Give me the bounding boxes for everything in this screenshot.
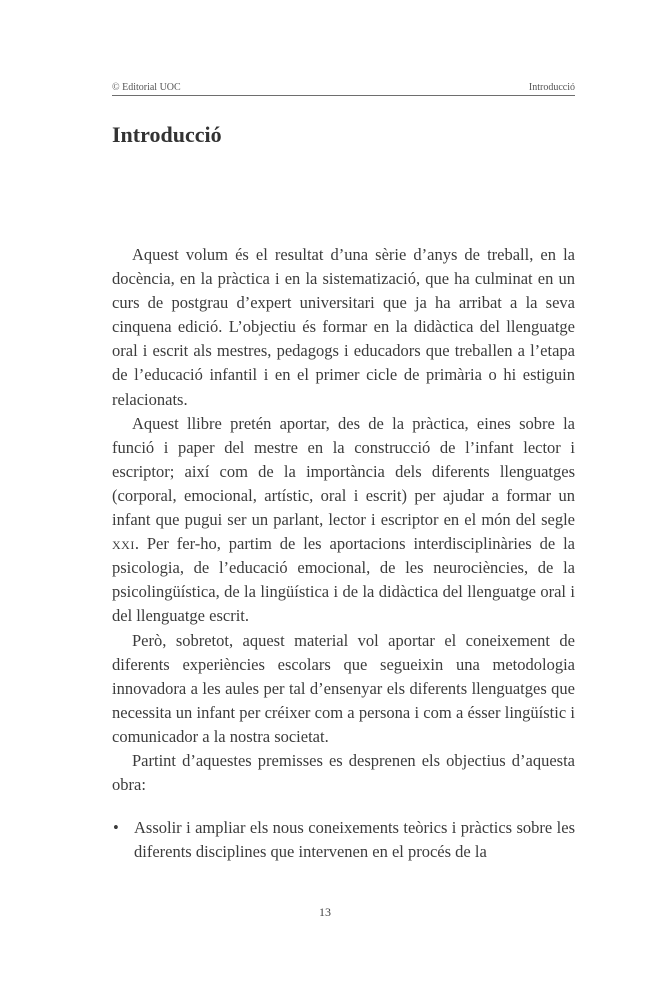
page-number: 13 xyxy=(319,905,331,919)
paragraph-3: Però, sobretot, aquest material vol aportar el coneixement de diferents experiències escolars que segueixin una metodologia innovadora a les aules per tal d’ensenyar els diferents llenguatges que necessita un infant per créixer com a persona i com a ésser lingüístic i comunicador a la nostra societat. xyxy=(112,630,575,746)
objectives-list xyxy=(112,816,575,864)
list-item xyxy=(112,816,575,864)
body-text xyxy=(112,243,575,797)
paragraph-1: Aquest volum és el resultat d’una sèrie d’anys de treball, en la docència, en la pràctica i en la sistematizació, que ha culminat en un curs de postgrau d’expert universitari que ja ha arribat a la seva cinquena edició. L’objectiu és formar en la didàctica del llenguatge oral i escrit als mestres, pedagogs i educadors que treballen a l’etapa de l’educació infantil i en el primer cicle de primària o hi estiguin relacionats. xyxy=(112,245,575,409)
chapter-title: Introducció xyxy=(112,122,222,147)
header-section: Introducció xyxy=(528,82,575,93)
century-numeral: xxi xyxy=(112,534,135,554)
running-header xyxy=(112,82,575,96)
paragraph-2-part-1: Aquest llibre pretén aportar, des de la pràctica, eines sobre la funció i paper del mestre en la construcció de l’infant lector i escriptor; així com de la importància dels diferents llenguatges (corporal, emocional, artístic, oral i escrit) per ajudar a formar un infant que pugui ser un parlant, lector i escriptor en el món del segle xyxy=(112,413,575,530)
paragraph-2 xyxy=(112,412,575,629)
header-publisher: © Editorial UOC xyxy=(112,82,181,93)
paragraph-2-part-2: . Per fer-ho, partim de les aportacions interdisciplinàries de la psicologia, de l’educació emocional, de les neurociències, de la psicolingüística, de la lingüística i de la didàctica del llenguatge oral i del llenguatge escrit. xyxy=(112,534,575,626)
paragraph-4: Partint d’aquestes premisses es desprenen els objectius d’aquesta obra: xyxy=(112,750,575,795)
list-item-text: Assolir i ampliar els nous coneixements teòrics i pràctics sobre les diferents disciplines que intervenen en el procés de la xyxy=(134,818,575,862)
bullet-icon: • xyxy=(113,818,119,837)
